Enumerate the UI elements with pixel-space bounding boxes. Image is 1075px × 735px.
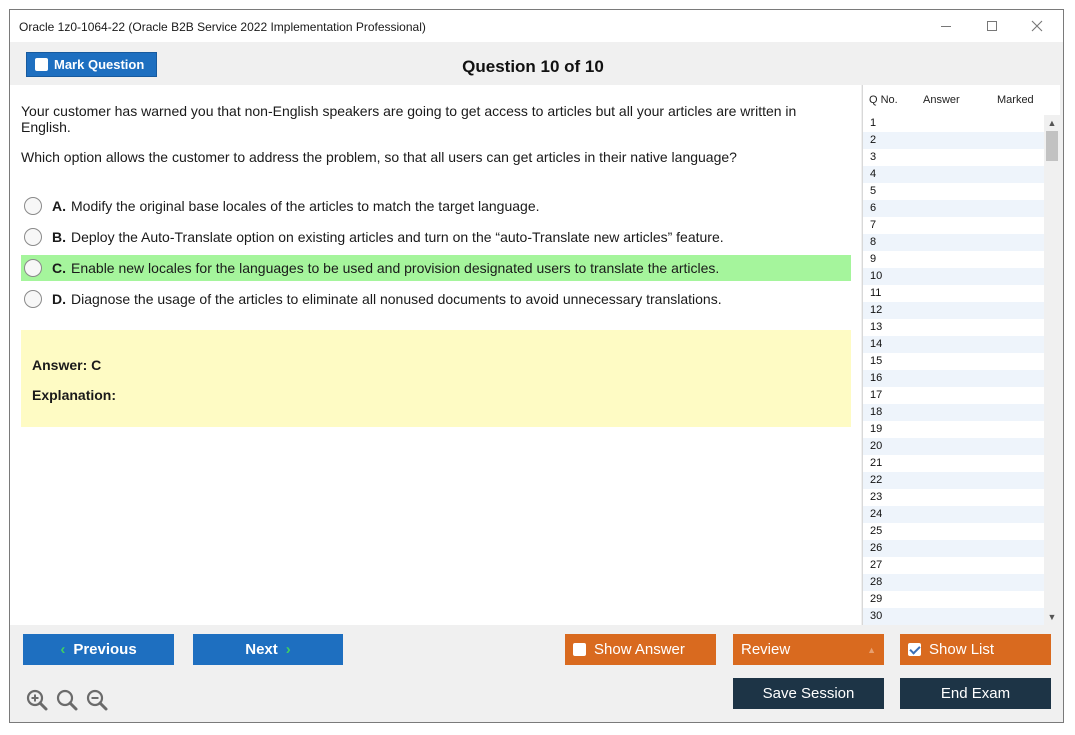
answer-column-header: Answer [923, 94, 960, 106]
close-icon [1031, 20, 1043, 32]
question-list-row[interactable]: 27 [870, 559, 883, 571]
question-list-rows [863, 115, 1044, 625]
question-list-row[interactable]: 3 [870, 151, 877, 163]
scroll-up-icon[interactable]: ▲ [1047, 118, 1057, 128]
zoom-in-icon[interactable] [25, 688, 49, 712]
question-list-row[interactable]: 12 [863, 302, 1044, 319]
question-list-row[interactable]: 29 [870, 593, 883, 605]
question-list-row[interactable]: 26 [863, 540, 1044, 557]
window-title: Oracle 1z0-1064-22 (Oracle B2B Service 2022 Implementation Professional) [19, 20, 426, 34]
minimize-button[interactable] [926, 14, 966, 38]
question-list-row[interactable]: 16 [863, 370, 1044, 387]
question-list-row[interactable]: 25 [870, 525, 883, 537]
question-prompt: Which option allows the customer to address the problem, so that all users can get articles in their native language? [21, 149, 737, 165]
question-list-row[interactable]: 2 [863, 132, 1044, 149]
question-list-row[interactable]: 8 [863, 234, 1044, 251]
marked-column-header: Marked [997, 94, 1034, 106]
scroll-down-icon[interactable]: ▼ [1047, 612, 1057, 622]
maximize-icon [987, 21, 997, 31]
question-list-row[interactable]: 22 [863, 472, 1044, 489]
question-panel [10, 85, 861, 625]
option-text: Enable new locales for the languages to be used and provision designated users to translate the articles. [71, 260, 720, 276]
option-d-radio[interactable] [24, 290, 42, 308]
question-list-row[interactable]: 19 [870, 423, 883, 435]
option-a[interactable] [21, 193, 851, 219]
review-label: Review [741, 641, 791, 658]
question-text: Your customer has warned you that non-English speakers are going to get access to articles but all your articles are written in English. [21, 103, 797, 135]
question-list-row[interactable]: 11 [870, 287, 882, 299]
option-letter: D. [52, 291, 66, 307]
zoom-out-icon[interactable] [85, 688, 109, 712]
minimize-icon [941, 26, 951, 27]
maximize-button[interactable] [972, 14, 1012, 38]
save-session-label: Save Session [762, 685, 855, 702]
title-bar [10, 10, 1063, 42]
app-window [9, 9, 1064, 723]
question-list-header [863, 85, 1060, 115]
option-letter: C. [52, 260, 66, 276]
question-list-row[interactable]: 9 [870, 253, 877, 265]
question-list-row[interactable]: 15 [870, 355, 883, 367]
question-list-row[interactable]: 20 [863, 438, 1044, 455]
question-list-row[interactable]: 6 [863, 200, 1044, 217]
previous-label: Previous [73, 641, 137, 658]
option-b[interactable] [21, 224, 851, 250]
question-list-row[interactable]: 7 [870, 219, 877, 231]
option-d[interactable] [21, 286, 851, 312]
question-list-row[interactable]: 24 [863, 506, 1044, 523]
end-exam-label: End Exam [940, 685, 1011, 702]
save-session-button[interactable] [733, 678, 884, 709]
question-list-row[interactable]: 1 [870, 117, 877, 129]
next-button[interactable] [193, 634, 343, 665]
question-list-row[interactable]: 18 [863, 404, 1044, 421]
question-list-row[interactable]: 10 [863, 268, 1044, 285]
question-list-row[interactable]: 21 [870, 457, 883, 469]
question-list-scrollbar[interactable] [1044, 115, 1060, 625]
question-list-row[interactable]: 14 [863, 336, 1044, 353]
previous-button[interactable] [23, 634, 174, 665]
chevron-right-icon: › [285, 641, 291, 658]
question-list-row[interactable]: 17 [870, 389, 883, 401]
show-list-label: Show List [929, 641, 995, 658]
question-header [10, 42, 1063, 84]
end-exam-button[interactable] [900, 678, 1051, 709]
option-text: Diagnose the usage of the articles to eliminate all nonused documents to avoid unnecessary translations. [71, 291, 722, 307]
chevron-left-icon: ‹ [60, 641, 66, 658]
show-answer-label: Show Answer [594, 641, 685, 658]
caret-up-icon: ▲ [867, 644, 876, 655]
next-label: Next [245, 641, 278, 658]
close-button[interactable] [1017, 14, 1057, 38]
show-list-button[interactable] [900, 634, 1051, 665]
mark-question-label: Mark Question [54, 57, 145, 72]
question-list-row[interactable]: 4 [863, 166, 1044, 183]
qno-column-header: Q No. [869, 94, 898, 106]
zoom-reset-icon[interactable] [55, 688, 79, 712]
option-c-radio[interactable] [24, 259, 42, 277]
show-answer-button[interactable] [565, 634, 716, 665]
option-a-radio[interactable] [24, 197, 42, 215]
question-list-row[interactable]: 23 [870, 491, 883, 503]
review-dropdown[interactable] [733, 634, 884, 665]
scroll-thumb[interactable] [1046, 131, 1058, 161]
question-heading: Question 10 of 10 [462, 57, 604, 76]
question-list-row[interactable]: 28 [863, 574, 1044, 591]
explanation-label: Explanation: [32, 387, 117, 403]
option-text: Deploy the Auto-Translate option on existing articles and turn on the “auto-Translate new articles” feature. [71, 229, 724, 245]
option-letter: A. [52, 198, 66, 214]
option-c[interactable] [21, 255, 851, 281]
option-letter: B. [52, 229, 66, 245]
question-list [862, 85, 1060, 625]
option-b-radio[interactable] [24, 228, 42, 246]
question-list-row[interactable]: 5 [870, 185, 877, 197]
show-list-checkbox[interactable] [908, 643, 921, 656]
question-list-row[interactable]: 30 [863, 608, 1044, 625]
option-text: Modify the original base locales of the articles to match the target language. [71, 198, 540, 214]
answer-label: Answer: C [32, 357, 102, 373]
answer-panel [21, 330, 851, 427]
show-answer-checkbox[interactable] [573, 643, 586, 656]
question-list-row[interactable]: 13 [870, 321, 883, 333]
